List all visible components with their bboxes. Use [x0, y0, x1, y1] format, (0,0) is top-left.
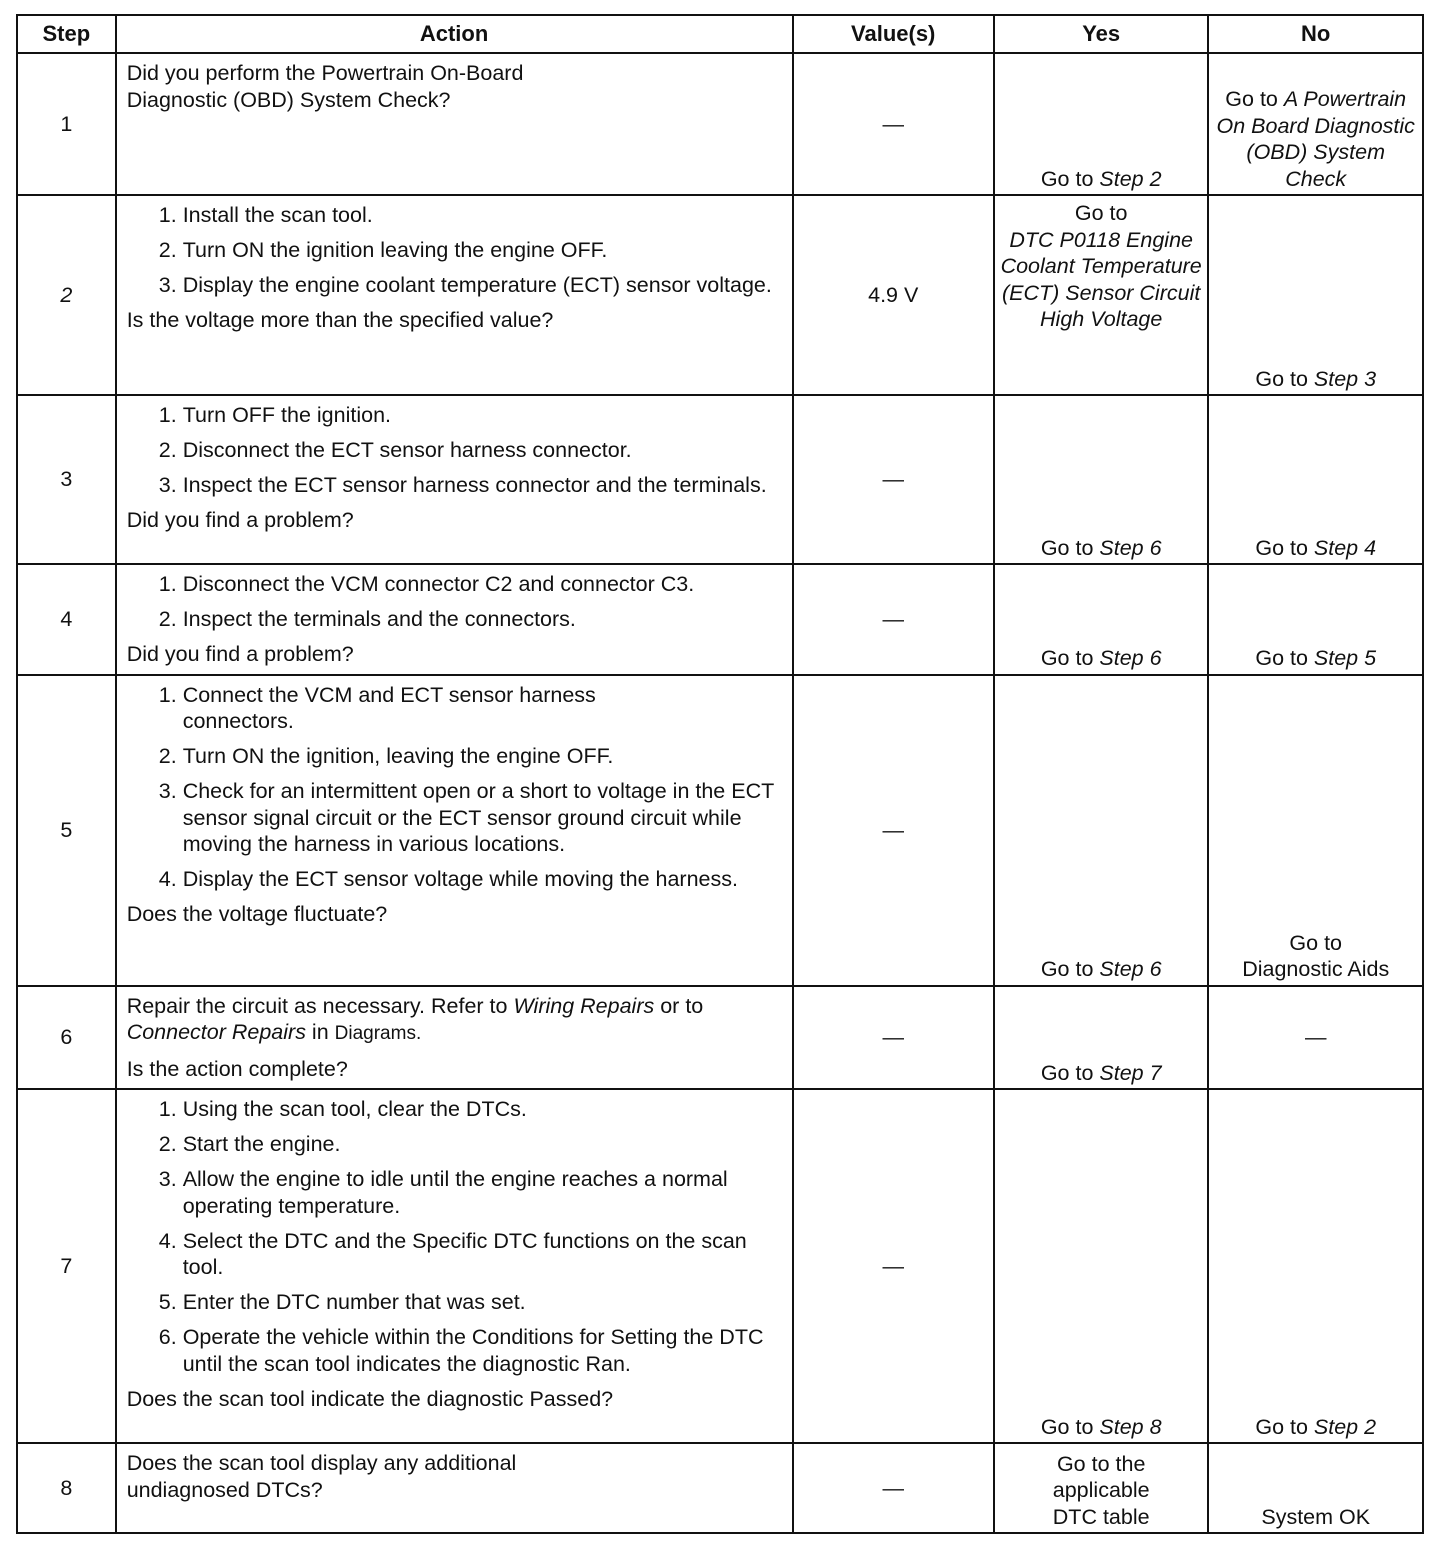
table-row [17, 1089, 1423, 1443]
action-list [127, 202, 782, 299]
value-cell [793, 564, 994, 675]
action-text: Did you perform the Powertrain On-Board Diagnostic (OBD) System Check? [126, 61, 524, 112]
value-cell [793, 1443, 994, 1533]
action-item: 3. Check for an intermittent open or a short to voltage in the ECT sensor signal circuit or the ECT sensor ground circuit while moving the harness in various locations. [183, 778, 782, 858]
step-number: 2 [17, 195, 116, 395]
yes-prefix: Go to [1040, 1414, 1100, 1439]
diagnostic-table-sheet [16, 14, 1424, 1534]
table-row [17, 395, 1423, 564]
action-item: 1. Install the scan tool. [183, 202, 782, 229]
action-item: 5. Enter the DTC number that was set. [183, 1289, 782, 1316]
yes-link[interactable]: Step 7 [1099, 1060, 1162, 1085]
no-cell [1208, 395, 1423, 564]
step-number: 4 [17, 564, 116, 675]
action-item: 1. Turn OFF the ignition. [183, 402, 782, 429]
yes-cell [994, 564, 1209, 675]
action-cell [116, 1443, 793, 1533]
diagnostic-table [16, 14, 1424, 1534]
no-link[interactable]: Step 4 [1313, 535, 1377, 560]
no-prefix: Go to [1255, 1414, 1314, 1439]
yes-link[interactable]: Step 6 [1099, 957, 1162, 981]
action-list [127, 1096, 782, 1377]
action-item: 2. Turn ON the ignition leaving the engine OFF. [183, 237, 782, 264]
action-text-part: in [305, 1020, 335, 1044]
yes-cell [994, 1089, 1209, 1443]
value-text: — [882, 607, 904, 631]
action-item: 2. Disconnect the ECT sensor harness connector. [183, 437, 782, 464]
no-link[interactable]: A Powertrain On Board Diagnostic (OBD) System Check [1216, 87, 1415, 191]
header-action: Action [116, 15, 793, 53]
table-row [17, 564, 1423, 675]
step-number: 3 [17, 395, 116, 564]
action-item: 2. Inspect the terminals and the connectors. [183, 606, 782, 633]
no-cell [1208, 675, 1423, 986]
yes-prefix: Go to [1040, 166, 1100, 191]
value-cell [793, 1089, 994, 1443]
no-prefix: Go to [1289, 930, 1343, 955]
step-number: 7 [17, 1089, 116, 1443]
yes-prefix: Go to [1074, 201, 1128, 225]
action-list [127, 682, 782, 893]
yes-cell [994, 1443, 1209, 1533]
header-step: Step [17, 15, 116, 53]
yes-cell [994, 53, 1209, 195]
action-text: Does the scan tool display any additional undiagnosed DTCs? [126, 1451, 517, 1502]
no-prefix: Go to [1255, 646, 1314, 670]
yes-prefix: Go to [1040, 957, 1100, 981]
table-row [17, 53, 1423, 195]
action-cell [116, 675, 793, 986]
wiring-repairs-link[interactable]: Wiring Repairs [513, 993, 655, 1018]
action-list [127, 402, 782, 499]
header-values: Value(s) [793, 15, 994, 53]
value-text: — [882, 1025, 904, 1049]
value-text: 4.9 V [868, 282, 919, 307]
no-cell [1208, 986, 1423, 1090]
action-list [127, 571, 782, 633]
action-cell [116, 195, 793, 395]
action-item: 1. Disconnect the VCM connector C2 and connector C3. [183, 571, 782, 598]
value-cell [793, 675, 994, 986]
no-link[interactable]: Step 5 [1313, 646, 1377, 670]
action-question: Does the scan tool indicate the diagnostic Passed? [126, 1386, 614, 1411]
step-number: 5 [17, 675, 116, 986]
action-cell [116, 395, 793, 564]
yes-prefix: Go to [1040, 646, 1100, 670]
yes-prefix: Go to [1040, 1060, 1100, 1085]
yes-cell [994, 395, 1209, 564]
action-cell [116, 564, 793, 675]
connector-repairs-link[interactable]: Connector Repairs [126, 1020, 306, 1044]
action-question: Is the action complete? [126, 1056, 348, 1081]
no-cell [1208, 564, 1423, 675]
value-text: — [882, 1475, 904, 1500]
action-item: 2. Turn ON the ignition, leaving the engine OFF. [183, 743, 782, 770]
yes-link[interactable]: DTC P0118 Engine Coolant Temperature (ECT) Sensor Circuit High Voltage [1000, 227, 1202, 331]
action-question: Does the voltage fluctuate? [126, 902, 388, 926]
action-item: 4. Display the ECT sensor voltage while moving the harness. [183, 866, 782, 893]
action-item: 3. Inspect the ECT sensor harness connector and the terminals. [183, 472, 782, 499]
value-cell [793, 195, 994, 395]
yes-cell [994, 195, 1209, 395]
action-item: 4. Select the DTC and the Specific DTC functions on the scan tool. [183, 1228, 782, 1281]
action-item: 3. Allow the engine to idle until the engine reaches a normal operating temperature. [183, 1166, 782, 1219]
no-link[interactable]: Step 2 [1313, 1414, 1377, 1439]
action-item: 2. Start the engine. [183, 1131, 782, 1158]
table-row [17, 195, 1423, 395]
action-item: 1. Using the scan tool, clear the DTCs. [183, 1096, 782, 1123]
header-no: No [1208, 15, 1423, 53]
yes-text[interactable]: Go to the applicable DTC table [1052, 1451, 1150, 1529]
no-prefix: Go to [1255, 366, 1314, 391]
step-number: 6 [17, 986, 116, 1090]
action-text [127, 993, 782, 1048]
yes-cell [994, 986, 1209, 1090]
no-cell [1208, 195, 1423, 395]
value-cell [793, 395, 994, 564]
action-cell [116, 53, 793, 195]
yes-cell [994, 675, 1209, 986]
action-item: 3. Display the engine coolant temperature (ECT) sensor voltage. [183, 272, 782, 299]
header-row [17, 15, 1423, 53]
step-number: 1 [17, 53, 116, 195]
no-text: — [1304, 1025, 1327, 1049]
value-text: — [882, 1253, 904, 1278]
action-item: 6. Operate the vehicle within the Conditions for Setting the DTC until the scan tool indicates the diagnostic Ran. [183, 1324, 782, 1377]
no-cell [1208, 1443, 1423, 1533]
value-text: — [882, 817, 904, 842]
no-text: System OK [1261, 1504, 1371, 1529]
value-text: — [882, 467, 904, 492]
action-text-part: or to [654, 993, 704, 1018]
action-question: Is the voltage more than the specified value? [126, 308, 554, 332]
table-row [17, 986, 1423, 1090]
yes-link[interactable]: Step 6 [1099, 535, 1162, 560]
no-prefix: Go to [1225, 87, 1284, 111]
no-prefix: Go to [1255, 535, 1314, 560]
action-question: Did you find a problem? [126, 642, 354, 666]
yes-prefix: Go to [1040, 535, 1100, 560]
yes-link[interactable]: Step 6 [1099, 646, 1162, 670]
value-cell [793, 986, 994, 1090]
action-cell [116, 986, 793, 1090]
action-question: Did you find a problem? [126, 508, 354, 532]
action-cell [116, 1089, 793, 1443]
action-item: 1. Connect the VCM and ECT sensor harness connectors. [183, 682, 782, 735]
value-cell [793, 53, 994, 195]
yes-link[interactable]: Step 8 [1099, 1414, 1162, 1439]
action-text-part: Repair the circuit as necessary. Refer to [126, 993, 514, 1018]
diagrams-link[interactable]: Diagrams. [334, 1023, 422, 1044]
header-yes: Yes [994, 15, 1209, 53]
table-row [17, 675, 1423, 986]
no-cell [1208, 53, 1423, 195]
no-link[interactable]: Diagnostic Aids [1242, 957, 1390, 981]
no-link[interactable]: Step 3 [1313, 366, 1377, 391]
value-text: — [882, 111, 904, 136]
step-number: 8 [17, 1443, 116, 1533]
yes-link[interactable]: Step 2 [1099, 166, 1162, 191]
no-cell [1208, 1089, 1423, 1443]
table-row [17, 1443, 1423, 1533]
